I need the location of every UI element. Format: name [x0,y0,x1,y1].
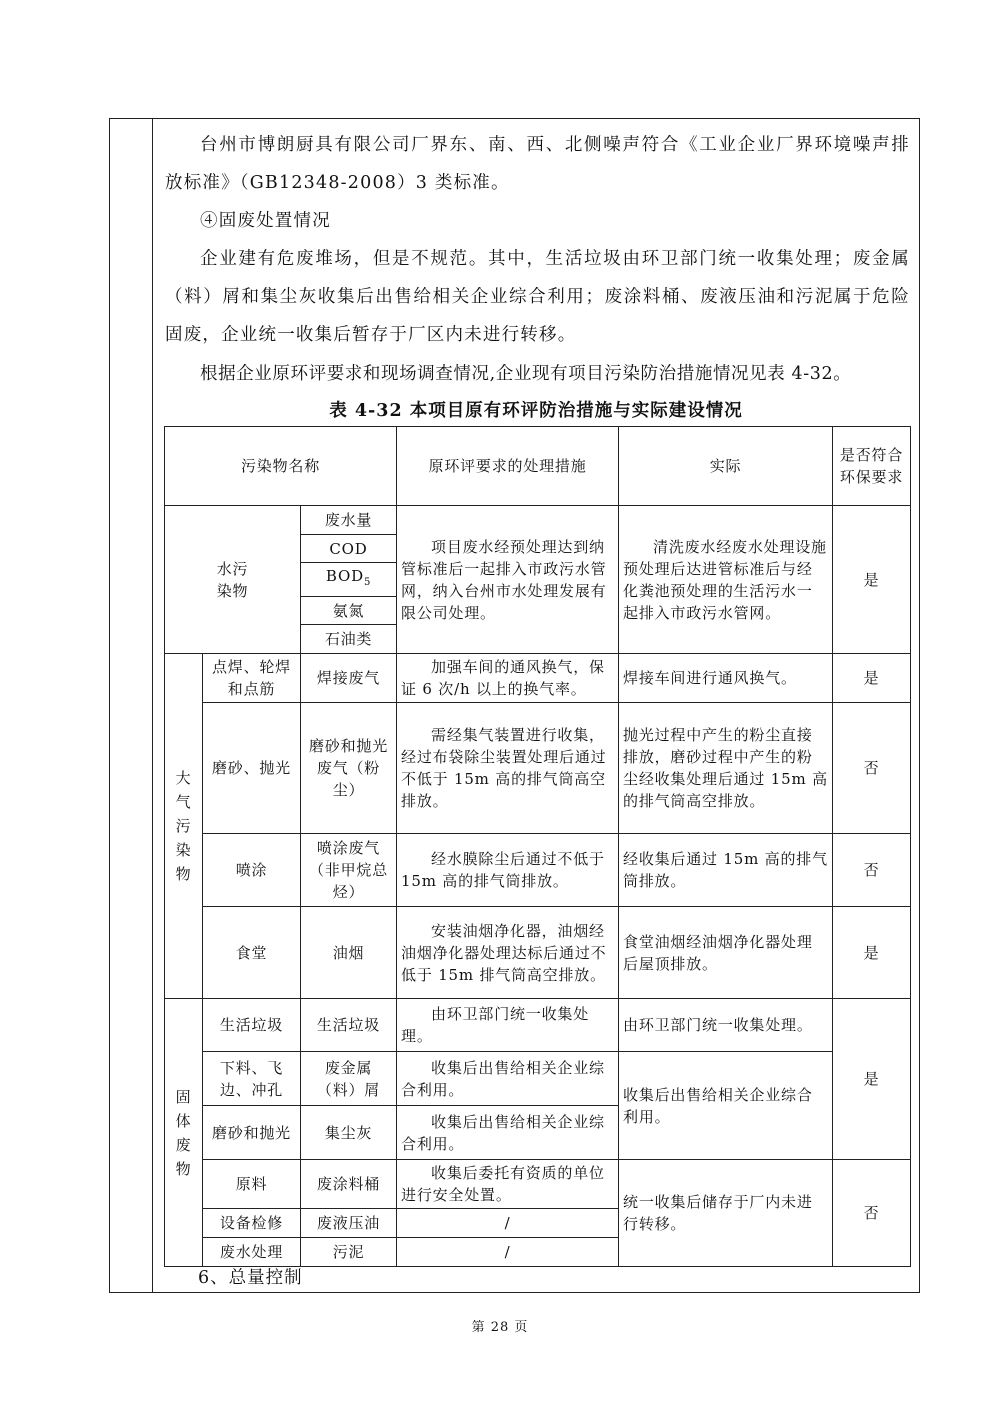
bod-label: BOD [325,567,364,585]
solid-category [165,999,203,1267]
table-row [165,1160,911,1209]
air-source: 磨砂、抛光 [203,703,301,834]
header-requirement: 原环评要求的处理措施 [397,427,619,506]
solid-pollutant: 废液压油 [301,1209,397,1238]
paragraph-solid-waste-heading: ④固废处置情况 [200,211,331,231]
solid-source: 设备检修 [203,1209,301,1238]
solid-requirement: 收集后委托有资质的单位进行安全处置。 [397,1160,619,1209]
solid-requirement: 收集后出售给相关企业综合利用。 [397,1052,619,1106]
page-number: 第 28 页 [471,1320,529,1335]
solid-pollutant: 集尘灰 [301,1106,397,1160]
frame-divider [152,118,153,1293]
table-header-row [165,427,911,506]
header-actual: 实际 [619,427,833,506]
air-category-label: 大气污染物 [175,769,192,883]
table-row [165,907,911,999]
water-requirement: 项目废水经预处理达到纳管标准后一起排入市政污水管网，纳入台州市水处理发展有限公司处理。 [397,506,619,654]
air-source: 喷涂 [203,834,301,907]
solid-source: 废水处理 [203,1238,301,1267]
solid-source: 原料 [203,1160,301,1209]
air-compliance: 是 [833,907,911,999]
water-compliance: 是 [833,506,911,654]
air-compliance: 是 [833,654,911,703]
air-requirement: 加强车间的通风换气，保证 6 次/h 以上的换气率。 [397,654,619,703]
paragraph-noise: 台州市博朗厨具有限公司厂界东、南、西、北侧噪声符合《工业企业厂界环境噪声排放标准》（GB12348-2008）3 类标准。 [165,135,910,193]
solid-requirement: / [397,1238,619,1267]
air-requirement: 需经集气装置进行收集，经过布袋除尘装置处理后通过不低于 15m 高的排气筒高空排放。 [397,703,619,834]
header-compliance: 是否符合环保要求 [833,427,911,506]
table-caption: 表 4-32 本项目原有环评防治措施与实际建设情况 [329,401,743,421]
water-actual: 清洗废水经废水处理设施预处理后达进管标准后与经化粪池预处理的生活污水一起排入市政污水管网。 [619,506,833,654]
solid-category-label: 固体废物 [175,1087,192,1178]
paragraph-table-intro: 根据企业原环评要求和现场调查情况,企业现有项目污染防治措施情况见表 4-32。 [200,364,852,384]
solid-pollutant: 生活垃圾 [301,999,397,1052]
solid-actual: 由环卫部门统一收集处理。 [619,999,833,1052]
solid-requirement: / [397,1209,619,1238]
table-row [165,834,911,907]
air-category [165,654,203,999]
table-row [165,703,911,834]
air-pollutant: 磨砂和抛光废气（粉尘） [301,703,397,834]
table-row [165,1052,911,1106]
table-row [165,999,911,1052]
air-source: 食堂 [203,907,301,999]
air-actual: 焊接车间进行通风换气。 [619,654,833,703]
air-actual: 经收集后通过 15m 高的排气筒排放。 [619,834,833,907]
solid-source: 磨砂和抛光 [203,1106,301,1160]
water-category [165,506,301,654]
header-name: 污染物名称 [165,427,397,506]
solid-source: 生活垃圾 [203,999,301,1052]
solid-compliance-yes: 是 [833,999,911,1160]
section-title: 6、总量控制 [198,1268,303,1288]
water-item-bod [301,563,397,597]
air-compliance: 否 [833,703,911,834]
air-actual: 食堂油烟经油烟净化器处理后屋顶排放。 [619,907,833,999]
measures-table [164,426,911,1267]
air-requirement: 经水膜除尘后通过不低于 15m 高的排气筒排放。 [397,834,619,907]
solid-source: 下料、飞边、冲孔 [203,1052,301,1106]
solid-compliance-no: 否 [833,1160,911,1267]
air-requirement: 安装油烟净化器，油烟经油烟净化器处理达标后通过不低于 15m 排气筒高空排放。 [397,907,619,999]
solid-pollutant: 废涂料桶 [301,1160,397,1209]
air-pollutant: 喷涂废气（非甲烷总烃） [301,834,397,907]
table-row [165,654,911,703]
solid-requirement: 由环卫部门统一收集处理。 [397,999,619,1052]
air-pollutant: 焊接废气 [301,654,397,703]
air-actual: 抛光过程中产生的粉尘直接排放，磨砂过程中产生的粉尘经收集处理后通过 15m 高的排气筒高空排放。 [619,703,833,834]
solid-pollutant: 污泥 [301,1238,397,1267]
air-pollutant: 油烟 [301,907,397,999]
solid-actual: 收集后出售给相关企业综合利用。 [619,1052,833,1160]
water-item: 氨氮 [301,597,397,625]
water-category-label: 水污染物 [216,559,249,600]
solid-pollutant: 废金属（料）屑 [301,1052,397,1106]
solid-requirement: 收集后出售给相关企业综合利用。 [397,1106,619,1160]
bod-subscript: 5 [363,577,372,588]
air-compliance: 否 [833,834,911,907]
solid-actual: 统一收集后储存于厂内未进行转移。 [619,1160,833,1267]
paragraph-solid-waste: 企业建有危废堆场，但是不规范。其中，生活垃圾由环卫部门统一收集处理；废金属（料）屑和集尘灰收集后出售给相关企业综合利用；废涂料桶、废液压油和污泥属于危险固废，企业统一收集后暂存于厂区内未进行转移。 [165,249,910,345]
air-source: 点焊、轮焊和点筋 [203,654,301,703]
table-row [165,506,911,535]
water-item: 石油类 [301,625,397,654]
water-item: 废水量 [301,506,397,535]
water-item: COD [301,535,397,563]
